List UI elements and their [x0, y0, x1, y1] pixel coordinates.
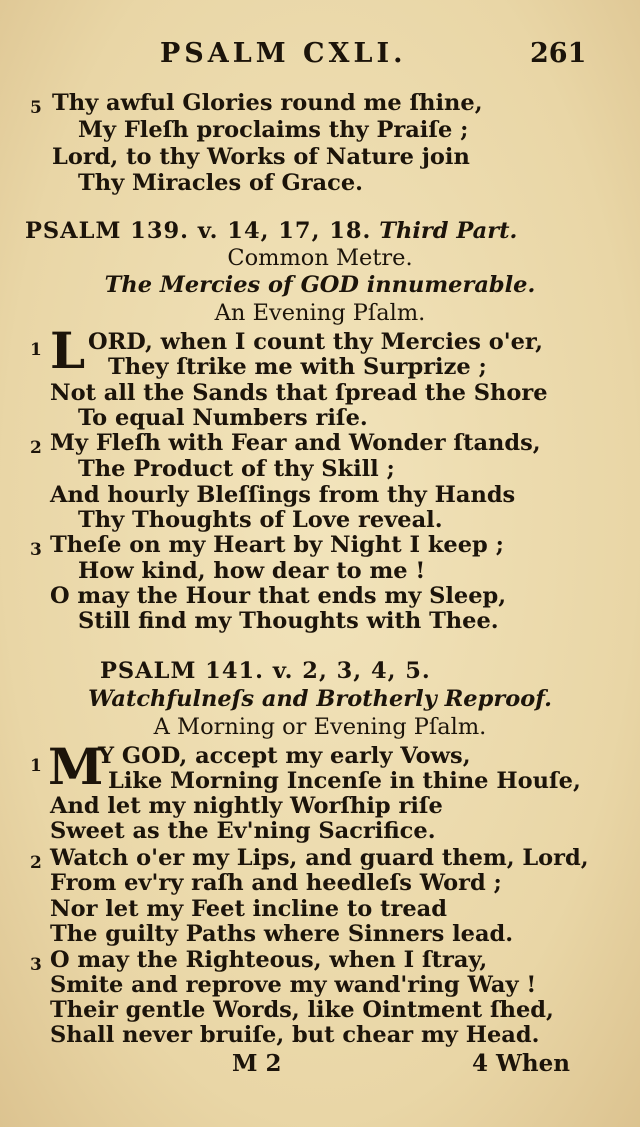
verse-line: The guilty Paths where Sinners lead. [50, 921, 514, 947]
verse-number: 2 [30, 853, 42, 873]
psalm-occasion: A Morning or Evening Pſalm. [153, 714, 487, 740]
verse-line: Sweet as the Ev'ning Sacrifice. [50, 818, 436, 844]
psalm-heading: PSALM 141. v. 2, 3, 4, 5. [100, 658, 431, 684]
verse-line: How kind, how dear to me ! [78, 558, 426, 584]
verse-number: 3 [30, 955, 42, 975]
verse-line: From ev'ry raſh and heedleſs Word ; [50, 870, 502, 896]
verse-line: ORD, when I count thy Mercies o'er, [88, 329, 543, 355]
verse-line: Still find my Thoughts with Thee. [78, 608, 499, 634]
verse-line: Not all the Sands that ſpread the Shore [50, 380, 548, 406]
psalm-heading-part: Third Part. [379, 218, 518, 244]
verse-line: Nor let my Feet incline to tread [50, 896, 447, 922]
verse-line: Lord, to thy Works of Nature join [52, 144, 470, 170]
metre-label: Common Metre. [227, 245, 413, 271]
verse-number: 5 [30, 98, 42, 118]
page-header [0, 38, 640, 74]
verse-line: And hourly Bleſſings from thy Hands [50, 482, 516, 508]
verse-line: My Fleſh with Fear and Wonder ſtands, [50, 430, 541, 456]
verse-line: Watch o'er my Lips, and guard them, Lord, [50, 845, 589, 871]
verse-line: Their gentle Words, like Ointment ſhed, [50, 997, 554, 1023]
psalm-subtitle: The Mercies of GOD innumerable. [104, 272, 536, 298]
verse-line: They ſtrike me with Surprize ; [108, 354, 487, 380]
verse-line: To equal Numbers riſe. [78, 405, 368, 431]
verse-line: Theſe on my Heart by Night I keep ; [50, 532, 504, 558]
verse-number: 2 [30, 438, 42, 458]
verse-number: 3 [30, 540, 42, 560]
verse-line: The Product of thy Skill ; [78, 456, 395, 482]
drop-cap: M [48, 737, 104, 796]
verse-line: Thy Thoughts of Love reveal. [78, 507, 443, 533]
catchword: 4 When [472, 1050, 570, 1077]
verse-number: 1 [30, 340, 42, 360]
running-title: PSALM CXLI. [160, 38, 407, 69]
psalm-occasion: An Evening Pſalm. [214, 300, 426, 326]
verse-line: Like Morning Incenſe in thine Houſe, [108, 768, 581, 794]
psalm-heading-main: PSALM 139. v. 14, 17, 18. [25, 218, 372, 244]
drop-cap: L [50, 321, 86, 380]
verse-line: Thy Miracles of Grace. [78, 170, 363, 196]
verse-line: Y GOD, accept my early Vows, [98, 743, 471, 769]
verse-line: And let my nightly Worſhip riſe [50, 793, 443, 819]
verse-line: Smite and reprove my wand'ring Way ! [50, 972, 537, 998]
psalm-subtitle: Watchfulneſs and Brotherly Reproof. [88, 686, 552, 712]
verse-number: 1 [30, 756, 42, 776]
psalm-heading [25, 218, 517, 244]
verse-line: Thy awful Glories round me ſhine, [52, 90, 483, 116]
verse-line: Shall never bruiſe, but chear my Head. [50, 1022, 540, 1048]
verse-line: My Fleſh proclaims thy Praiſe ; [78, 117, 469, 143]
verse-line: O may the Hour that ends my Sleep, [50, 583, 507, 609]
page-number: 261 [530, 38, 587, 69]
verse-line: O may the Righteous, when I ſtray, [50, 947, 488, 973]
signature-mark: M 2 [232, 1050, 282, 1077]
